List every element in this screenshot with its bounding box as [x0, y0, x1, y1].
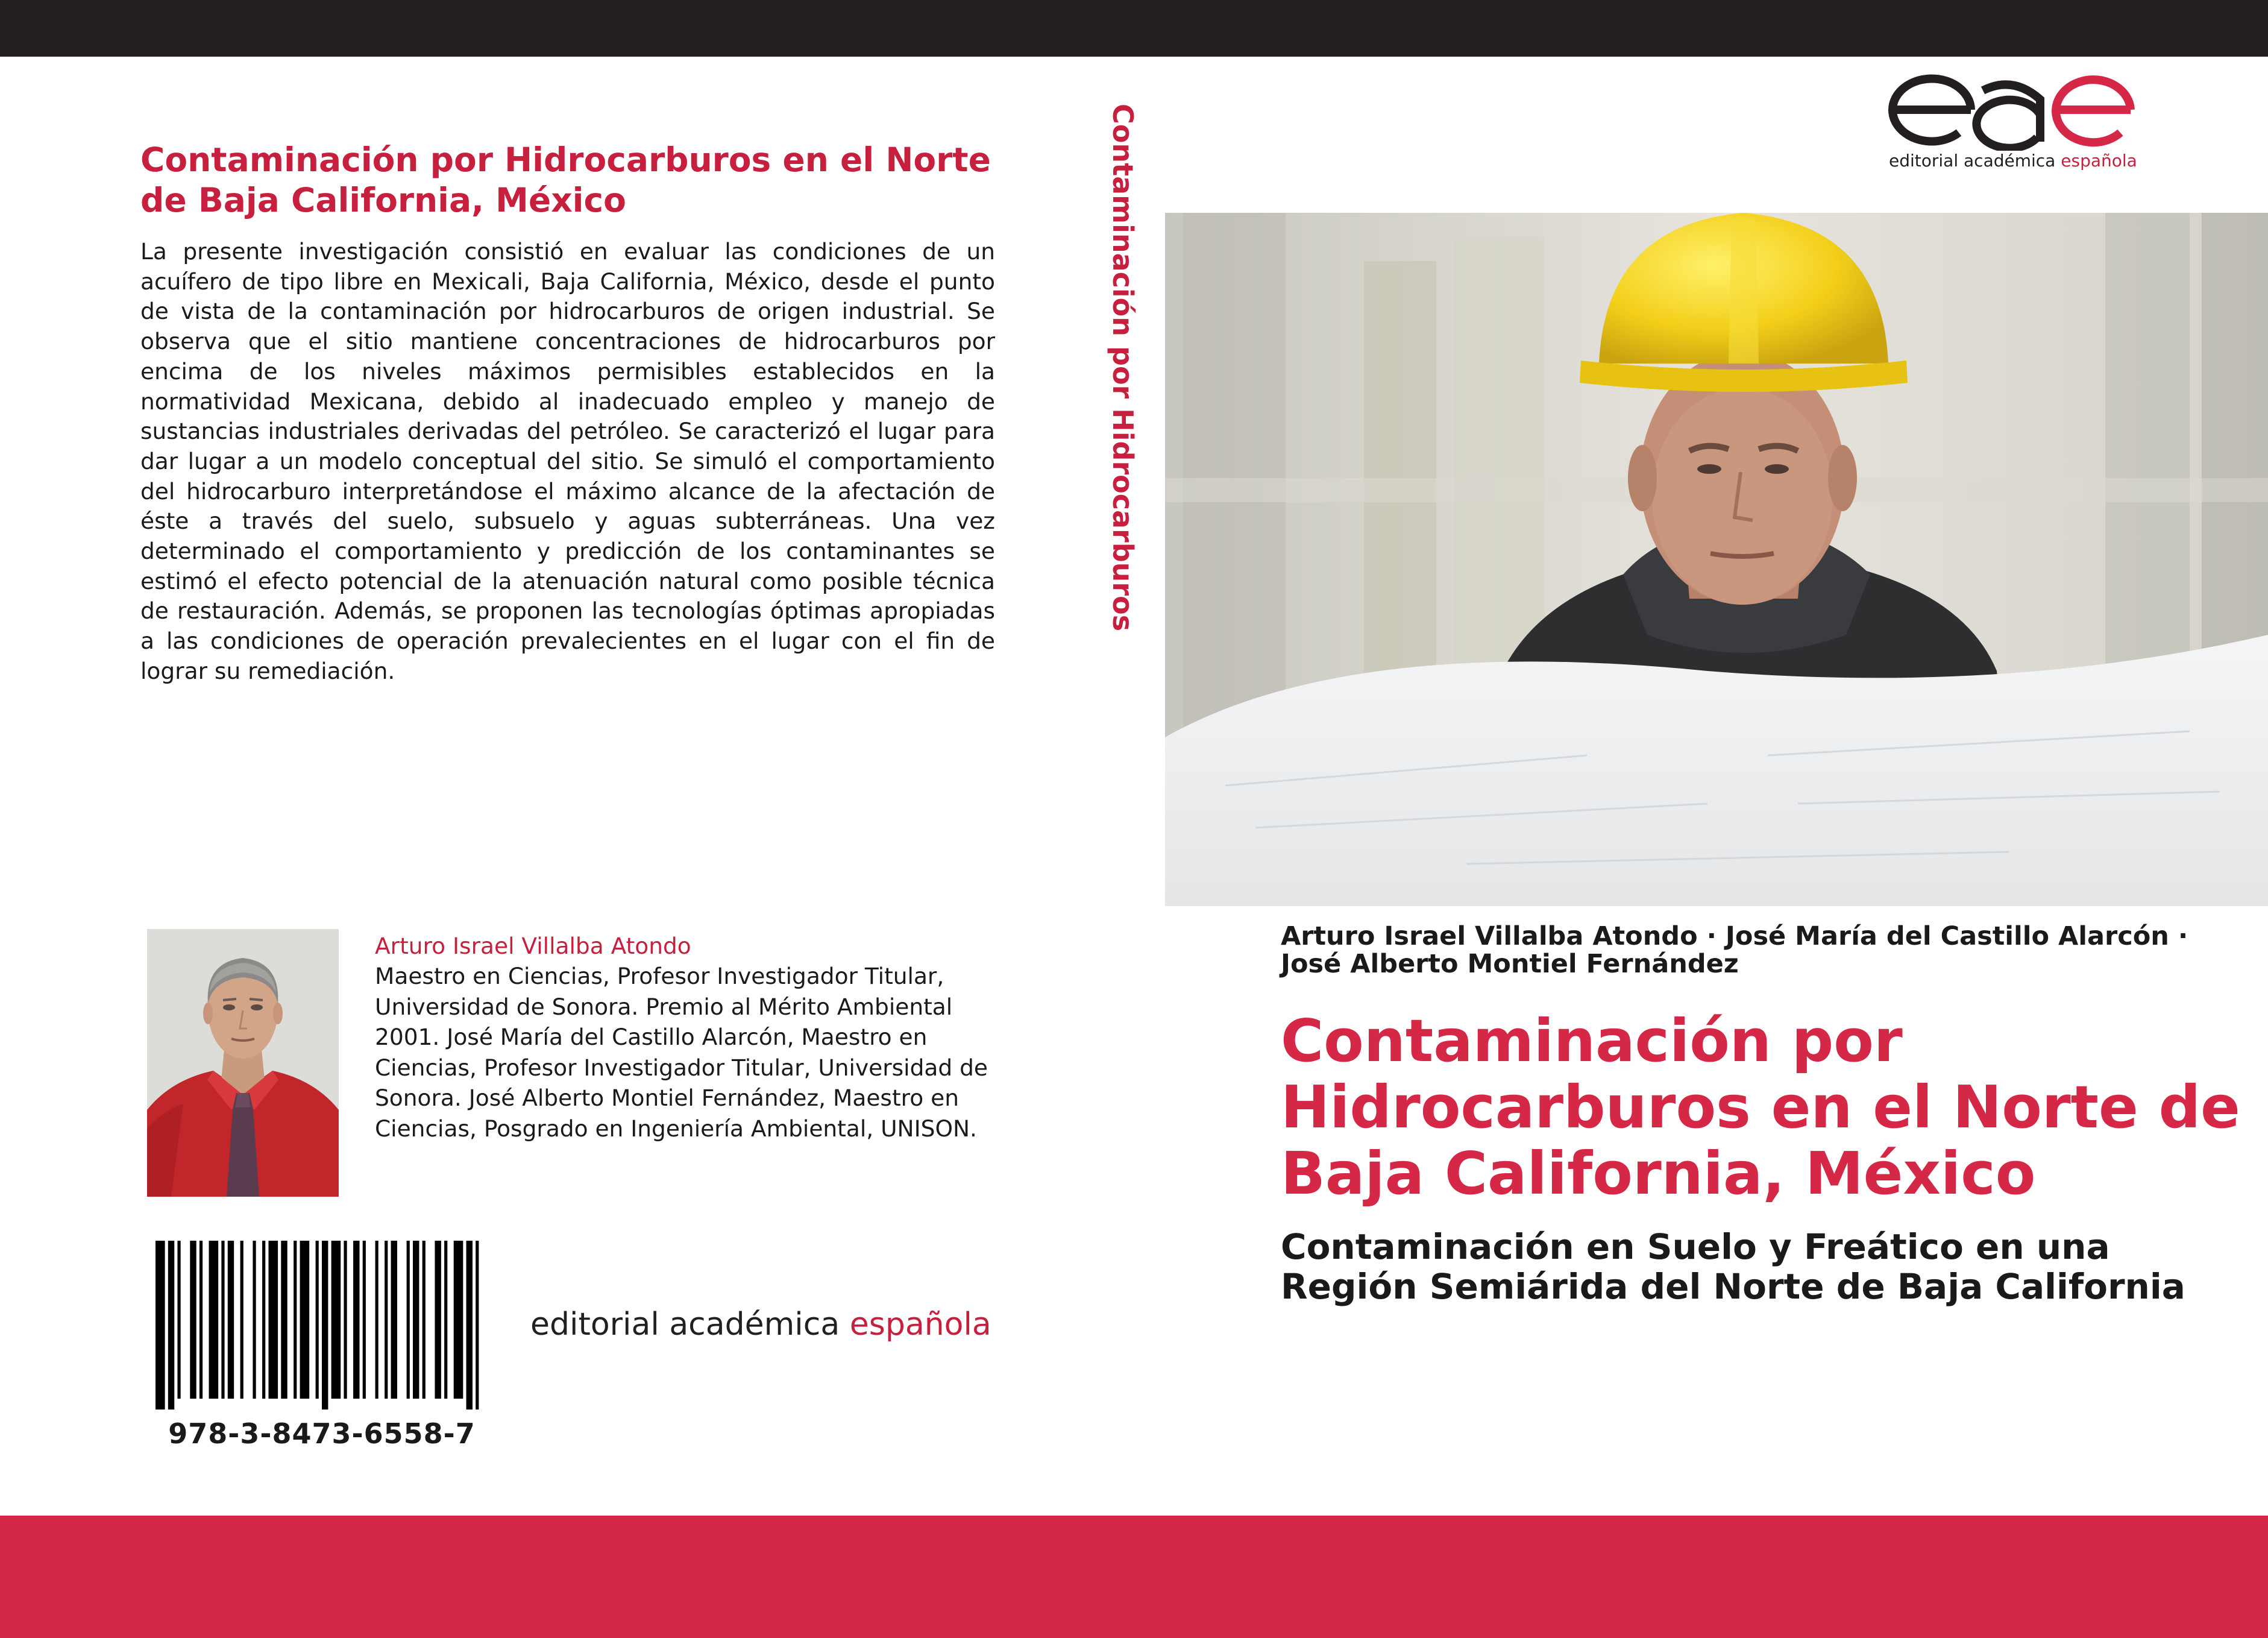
front-cover-subtitle: Contaminación en Suelo y Freático en una Región Semiárida del Norte de Baja California [1281, 1226, 2185, 1307]
barcode-bar [353, 1241, 359, 1399]
barcode-bar [316, 1241, 319, 1399]
barcode-bar [190, 1241, 196, 1399]
top-band [0, 0, 2268, 57]
logo-caption-main: editorial académica [1889, 151, 2061, 171]
barcode-bar [476, 1241, 479, 1410]
barcode-bar [253, 1241, 256, 1399]
cover-photo-worker-hard-hat [1165, 213, 2268, 906]
barcode-bar [228, 1241, 234, 1399]
spine [1096, 104, 1144, 632]
front-cover-authors: Arturo Israel Villalba Atondo · José María del Castillo Alarcón · José Alberto Montiel Fernández [1281, 921, 2188, 979]
spine-title: Contaminación por Hidrocarburos [1107, 104, 1139, 632]
barcode-bar [444, 1241, 447, 1399]
barcode-bar [240, 1241, 243, 1399]
barcode-bar [168, 1241, 174, 1410]
barcode-bar [209, 1241, 219, 1399]
barcode-bar [281, 1241, 287, 1399]
back-cover-abstract: La presente investigación consistió en evaluar las condiciones de un acuífero de tipo libre en Mexicali, Baja California, México, desde el punto de vista de la contaminación por hidrocarburos de origen industrial. Se observa que el sitio mantiene concentraciones de hidrocarburos por encima de los niveles máximos permisibles establecidos en la normatividad Mexicana, debido al inadecuado empleo y manejo de sustancias industriales derivadas del petróleo. Se caracterizó el lugar para dar lugar a un modelo conceptual del sitio. Se simuló el comportamiento del hidrocarburo interpretándose el máximo alcance de la afectación de éste a través del suelo, subsuelo y aguas subterráneas. Una vez determinado el comportamiento y predicción de los contaminantes se estimó el efecto potencial de la atenuación natural como posible técnica de restauración. Además, se proponen las tecnologías óptimas apropiadas a las condiciones de operación prevalecientes en el lugar con el fin de lograr su remediación. [140, 238, 995, 684]
barcode-bar [375, 1241, 379, 1399]
barcode-bar [407, 1241, 410, 1399]
barcode-bar [423, 1241, 426, 1399]
bottom-band [0, 1516, 2268, 1638]
barcode-bar [413, 1241, 419, 1399]
barcode-bar [155, 1241, 165, 1410]
barcode-bar [331, 1241, 341, 1399]
barcode-bar [391, 1241, 397, 1399]
barcode-bar [466, 1241, 473, 1410]
barcode-bar [454, 1241, 463, 1399]
barcode-bar [199, 1241, 203, 1399]
author-name: Arturo Israel Villalba Atondo [375, 933, 691, 959]
barcode-bar [322, 1241, 328, 1410]
barcode-bar [262, 1241, 265, 1399]
back-publisher-name [530, 1305, 1013, 1344]
barcode-bar [363, 1241, 366, 1399]
barcode-bar [435, 1241, 441, 1399]
logo-caption-accent: española [2061, 151, 2137, 171]
barcode-bar [221, 1241, 224, 1399]
front-cover-title: Contaminación por Hidrocarburos en el Norte de Baja California, México [1281, 1007, 2240, 1208]
publisher-name-main: editorial académica [530, 1306, 850, 1343]
barcode-bar [344, 1241, 347, 1399]
isbn-number: 978-3-8473-6558-7 [168, 1417, 476, 1450]
barcode-bar [300, 1241, 310, 1399]
author-bio: Maestro en Ciencias, Profesor Investigador Titular, Universidad de Sonora. Premio al Mérito Ambiental 2001. José María del Castillo Alarcón, Maestro en Ciencias, Profesor Investigador Titular, Universidad de Sonora. José Alberto Montiel Fernández, Maestro en Ciencias, Posgrado en Ingeniería Ambiental, UNISON. [375, 963, 988, 1142]
barcode-bar [294, 1241, 297, 1399]
barcode-bar [177, 1241, 180, 1399]
barcode-bar [268, 1241, 278, 1399]
publisher-name-accent: española [849, 1306, 991, 1343]
logo-caption [1889, 151, 2142, 171]
back-cover-title: Contaminación por Hidrocarburos en el Norte de Baja California, México [140, 140, 991, 219]
author-photo [147, 929, 339, 1197]
barcode-bar [385, 1241, 388, 1399]
barcode [155, 1241, 488, 1410]
